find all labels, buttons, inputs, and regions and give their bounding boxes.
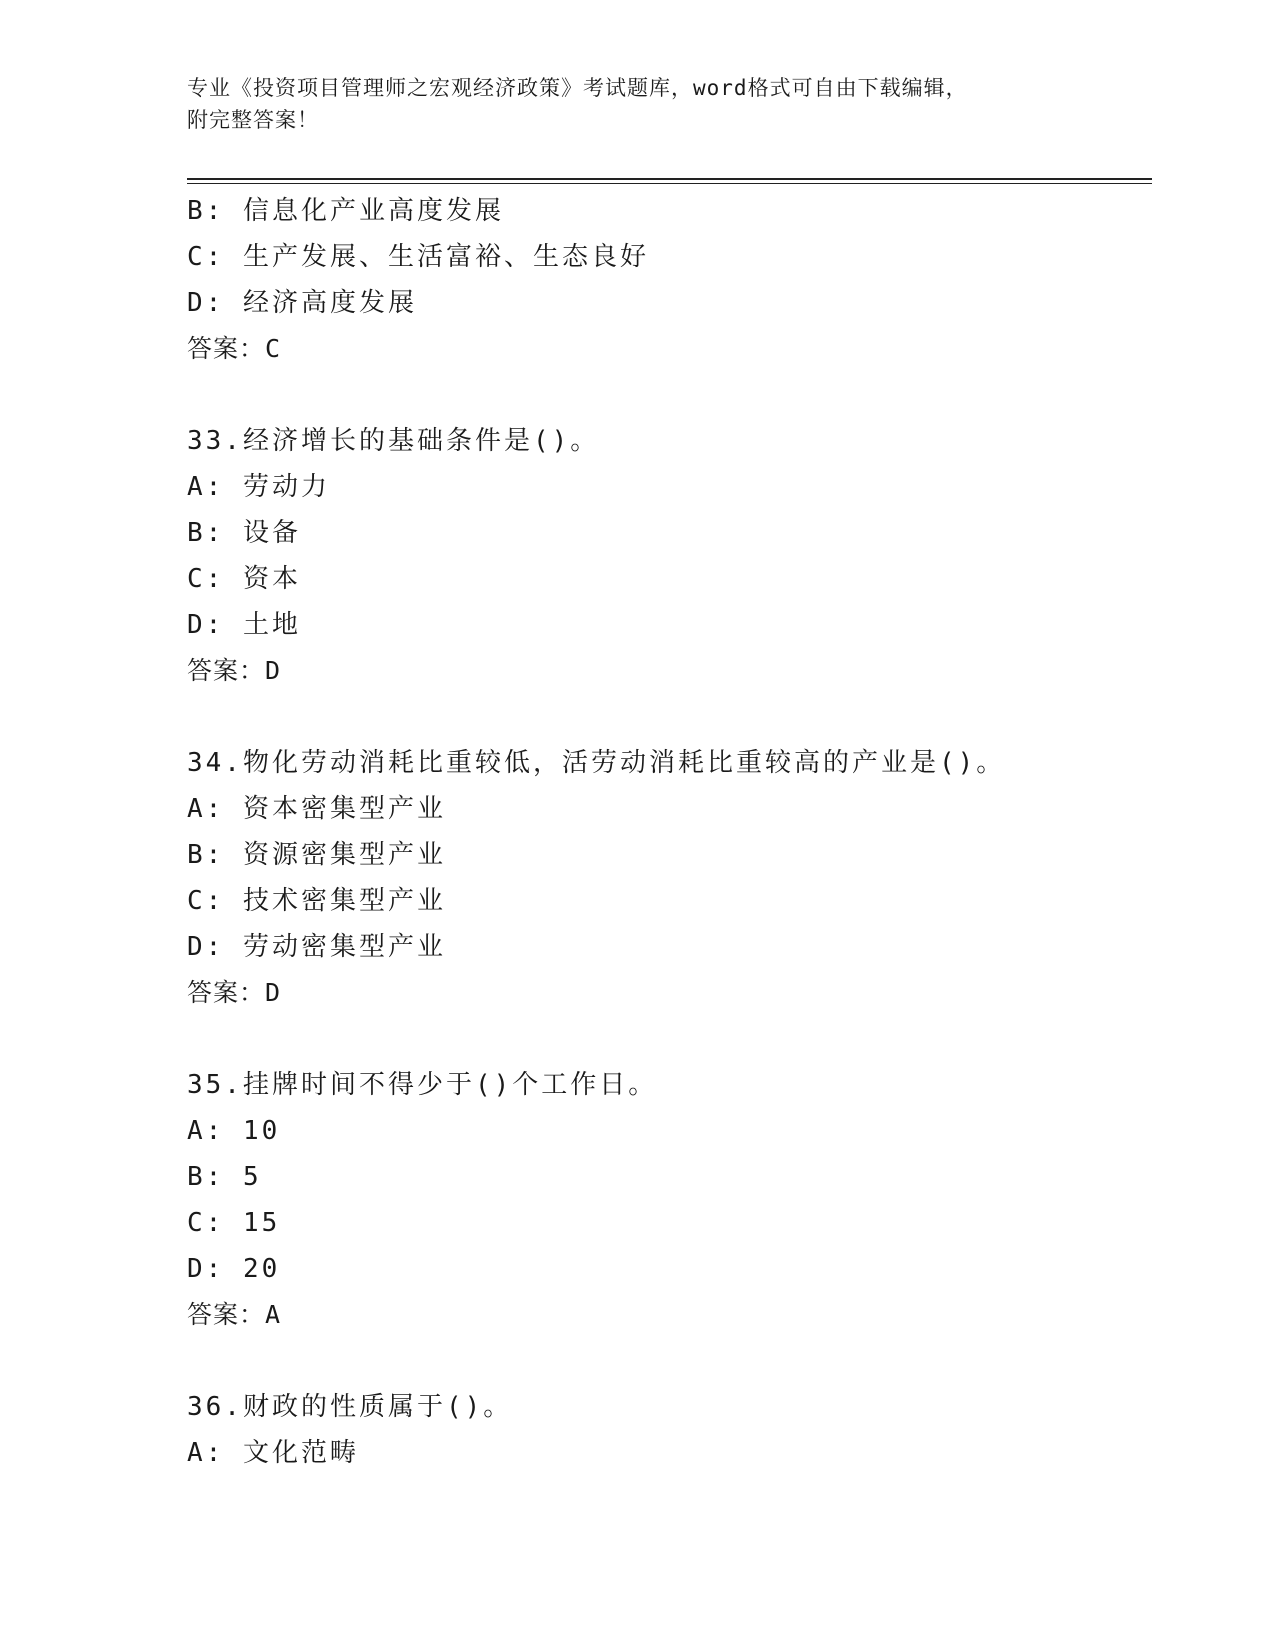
answer-line	[187, 326, 1147, 372]
answer-value: D	[265, 978, 282, 1007]
option-separator: :	[205, 1116, 243, 1146]
option-letter: A	[187, 472, 206, 502]
question-text: 物化劳动消耗比重较低，活劳动消耗比重较高的产业是()。	[242, 748, 1006, 778]
question-text: 挂牌时间不得少于()个工作日。	[242, 1070, 658, 1100]
option-c	[187, 556, 1147, 602]
option-b	[187, 510, 1147, 556]
option-separator: :	[205, 1162, 243, 1192]
option-d	[187, 602, 1147, 648]
option-text: 10	[242, 1116, 281, 1146]
option-b	[187, 188, 1147, 234]
option-d	[187, 924, 1147, 970]
option-letter: C	[187, 886, 206, 916]
answer-label: 答案：	[187, 1300, 266, 1329]
option-separator: :	[205, 1254, 243, 1284]
option-b	[187, 832, 1147, 878]
spacer	[187, 694, 1147, 740]
option-separator: :	[205, 840, 243, 870]
option-letter: B	[187, 840, 206, 870]
option-c	[187, 878, 1147, 924]
option-text: 资本密集型产业	[242, 794, 446, 824]
option-letter: D	[187, 288, 206, 318]
question-number: 33.	[187, 426, 243, 456]
option-separator: :	[205, 1208, 243, 1238]
option-text: 资本	[242, 564, 301, 594]
option-text: 文化范畴	[242, 1438, 359, 1468]
question-stem	[187, 418, 1147, 464]
option-c	[187, 1200, 1147, 1246]
option-text: 信息化产业高度发展	[242, 196, 504, 226]
option-text: 设备	[242, 518, 301, 548]
option-separator: :	[205, 1438, 243, 1468]
question-34	[187, 740, 1147, 1016]
answer-value: A	[265, 1300, 282, 1329]
option-separator: :	[205, 242, 243, 272]
option-separator: :	[205, 610, 243, 640]
option-d	[187, 280, 1147, 326]
option-letter: D	[187, 932, 206, 962]
option-b	[187, 1154, 1147, 1200]
answer-line	[187, 648, 1147, 694]
answer-label: 答案：	[187, 334, 266, 363]
header-line-1: 专业《投资项目管理师之宏观经济政策》考试题库，word格式可自由下载编辑，	[187, 76, 968, 100]
option-a	[187, 1430, 1147, 1476]
option-text: 劳动力	[242, 472, 330, 502]
option-text: 15	[242, 1208, 281, 1238]
header-divider-thick	[187, 178, 1152, 180]
option-letter: D	[187, 610, 206, 640]
answer-value: D	[265, 656, 282, 685]
option-a	[187, 464, 1147, 510]
question-33	[187, 418, 1147, 694]
question-35	[187, 1062, 1147, 1338]
option-letter: B	[187, 196, 206, 226]
option-letter: B	[187, 1162, 206, 1192]
option-separator: :	[205, 196, 243, 226]
option-text: 5	[242, 1162, 262, 1192]
option-separator: :	[205, 932, 243, 962]
option-c	[187, 234, 1147, 280]
question-32-continued	[187, 188, 1147, 372]
question-number: 35.	[187, 1070, 243, 1100]
option-separator: :	[205, 518, 243, 548]
option-text: 劳动密集型产业	[242, 932, 446, 962]
question-stem	[187, 1062, 1147, 1108]
option-separator: :	[205, 886, 243, 916]
answer-label: 答案：	[187, 978, 266, 1007]
question-36	[187, 1384, 1147, 1476]
question-text: 经济增长的基础条件是()。	[242, 426, 600, 456]
option-letter: A	[187, 794, 206, 824]
spacer	[187, 372, 1147, 418]
option-letter: A	[187, 1116, 206, 1146]
question-text: 财政的性质属于()。	[242, 1392, 513, 1422]
answer-line	[187, 1292, 1147, 1338]
option-text: 土地	[242, 610, 301, 640]
option-letter: C	[187, 1208, 206, 1238]
option-separator: :	[205, 564, 243, 594]
option-text: 资源密集型产业	[242, 840, 446, 870]
question-stem	[187, 1384, 1147, 1430]
option-letter: B	[187, 518, 206, 548]
option-letter: C	[187, 564, 206, 594]
option-separator: :	[205, 794, 243, 824]
question-number: 36.	[187, 1392, 243, 1422]
header-divider-thin	[187, 183, 1152, 184]
option-text: 技术密集型产业	[242, 886, 446, 916]
option-d	[187, 1246, 1147, 1292]
option-text: 生产发展、生活富裕、生态良好	[242, 242, 649, 272]
spacer	[187, 1338, 1147, 1384]
header-line-2: 附完整答案！	[187, 108, 319, 132]
question-number: 34.	[187, 748, 243, 778]
option-separator: :	[205, 472, 243, 502]
question-list	[187, 188, 1147, 1476]
option-separator: :	[205, 288, 243, 318]
spacer	[187, 1016, 1147, 1062]
option-letter: D	[187, 1254, 206, 1284]
option-a	[187, 1108, 1147, 1154]
question-stem	[187, 740, 1147, 786]
option-letter: A	[187, 1438, 206, 1468]
answer-label: 答案：	[187, 656, 266, 685]
option-text: 经济高度发展	[242, 288, 417, 318]
answer-value: C	[265, 334, 282, 363]
option-letter: C	[187, 242, 206, 272]
option-a	[187, 786, 1147, 832]
document-header	[187, 72, 1087, 136]
answer-line	[187, 970, 1147, 1016]
option-text: 20	[242, 1254, 281, 1284]
